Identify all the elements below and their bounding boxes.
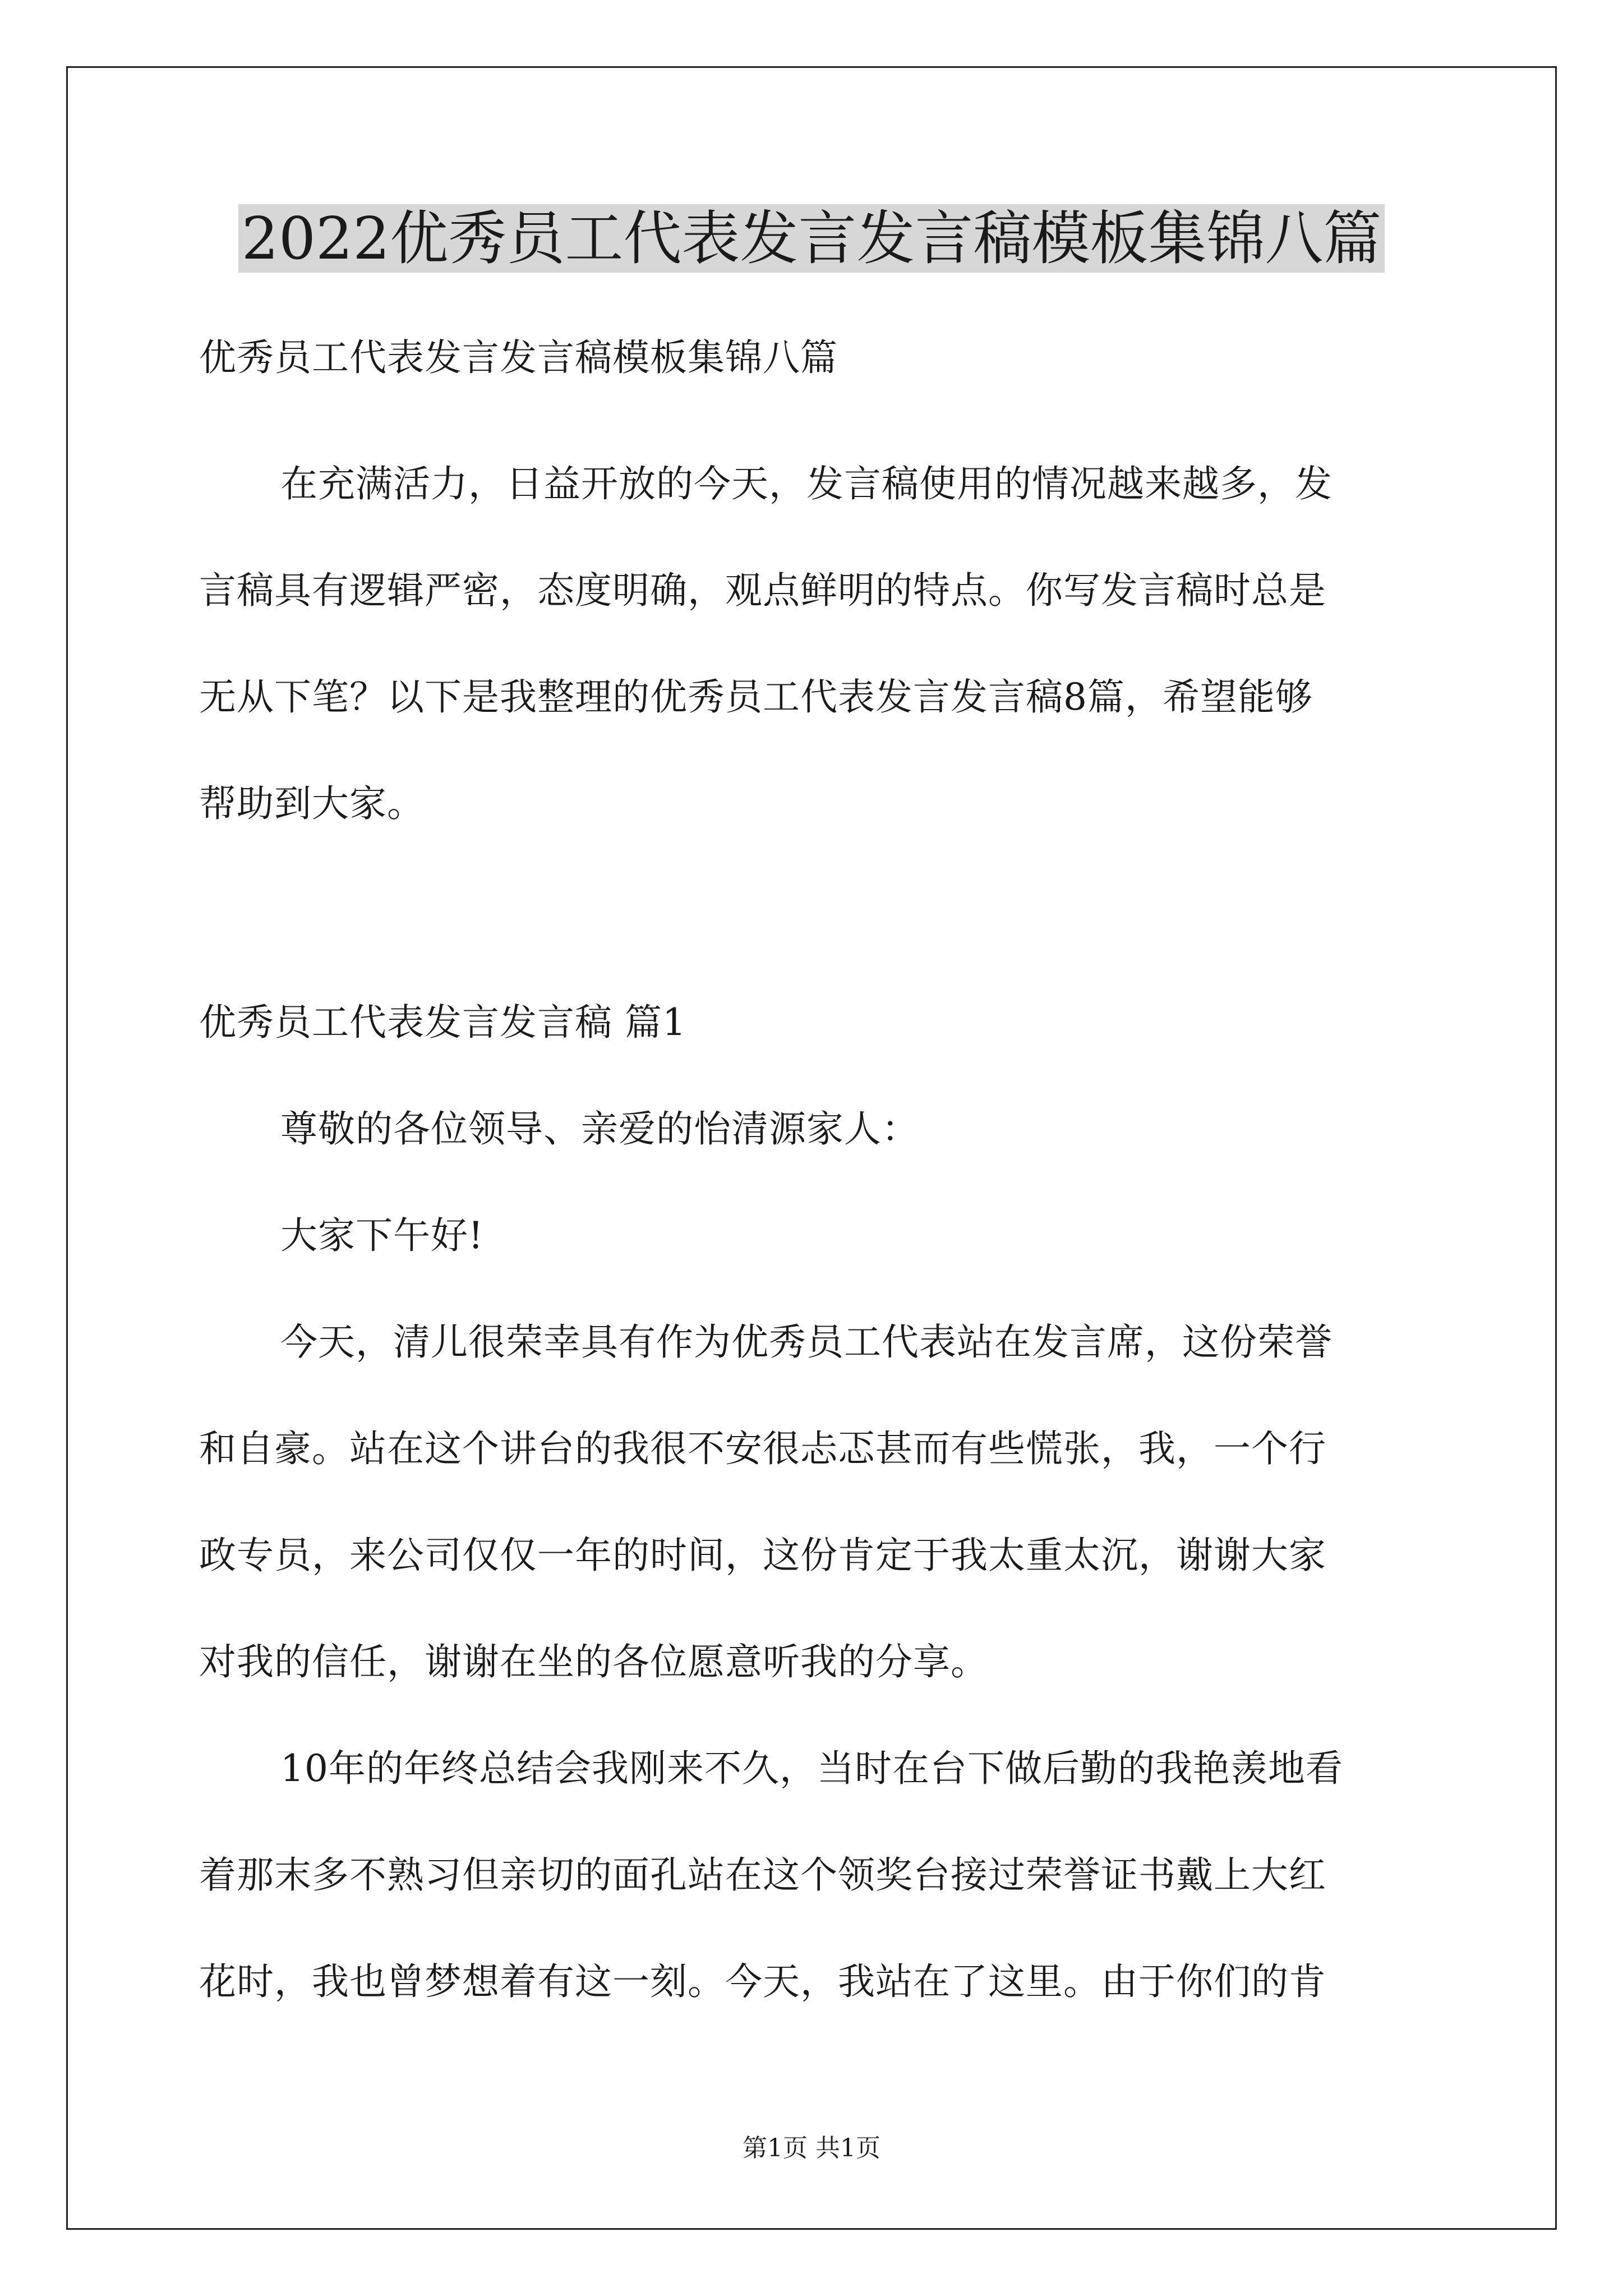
paragraph-line: 政专员，来公司仅仅一年的时间，这份肯定于我太重太沉，谢谢大家: [199, 1534, 1326, 1577]
paragraph-line: 着那末多不熟习但亲切的面孔站在这个领奖台接过荣誉证书戴上大红: [199, 1853, 1326, 1897]
section-heading: 优秀员工代表发言发言稿 篇1: [199, 1001, 686, 1044]
paragraph-line: 和自豪。站在这个讲台的我很不安很忐忑甚而有些慌张，我，一个行: [199, 1427, 1326, 1470]
paragraph-line: 大家下午好!: [280, 1214, 484, 1257]
paragraph-line: 无从下笔？以下是我整理的优秀员工代表发言发言稿8篇，希望能够: [199, 675, 1313, 719]
subtitle-line: 优秀员工代表发言发言稿模板集锦八篇: [199, 336, 838, 379]
paragraph-line: 今天，清儿很荣幸具有作为优秀员工代表站在发言席，这份荣誉: [280, 1320, 1332, 1364]
paragraph-line: 花时，我也曾梦想着有这一刻。今天，我站在了这里。由于你们的肯: [199, 1960, 1326, 2003]
paragraph-line: 帮助到大家。: [199, 782, 425, 825]
paragraph-line: 在充满活力，日益开放的今天，发言稿使用的情况越来越多，发: [280, 462, 1332, 505]
paragraph-line: 言稿具有逻辑严密，态度明确，观点鲜明的特点。你写发言稿时总是: [199, 569, 1326, 612]
paragraph-line: 对我的信任，谢谢在坐的各位愿意听我的分享。: [199, 1640, 988, 1683]
document-title: 2022优秀员工代表发言发言稿模板集锦八篇: [0, 199, 1623, 278]
paragraph-line: 10年的年终总结会我刚来不久，当时在台下做后勤的我艳羡地看: [280, 1747, 1343, 1790]
paragraph-line: 尊敬的各位领导、亲爱的怡清源家人：: [280, 1107, 919, 1151]
page-footer: 第1页 共1页: [743, 2134, 880, 2162]
